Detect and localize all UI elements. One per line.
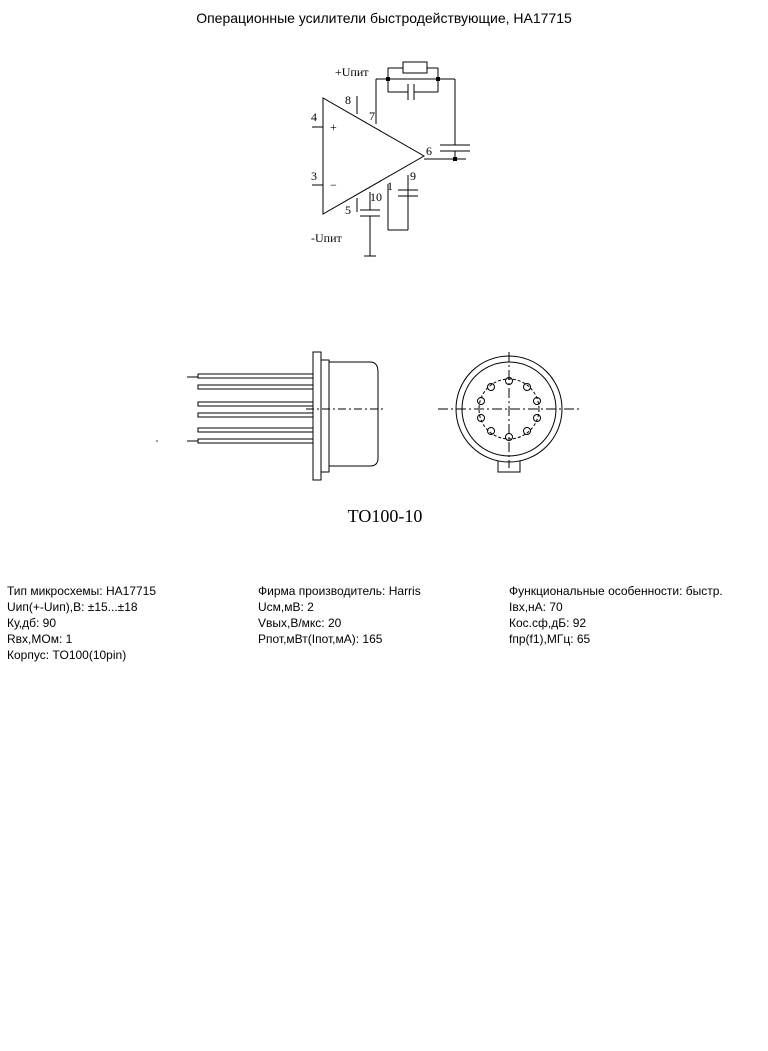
page-title: Операционные усилители быстродействующие, HA17715 [196,10,572,26]
spec-power: Pпот,мВт(Iпот,мА): 165 [258,632,383,646]
spec-supply: Uип(+-Uип),В: ±15...±18 [7,600,138,614]
spec-cmrr: Кос.сф,дБ: 92 [509,616,587,630]
package-flange [313,352,321,480]
pin-8-label: 8 [345,93,351,107]
specs-column-2 [258,583,421,647]
pin-9-label: 9 [410,169,416,183]
pin-5-label: 5 [345,203,351,217]
spec-manufacturer: Фирма производитель: Harris [258,584,421,598]
pin-6-label: 6 [426,144,432,158]
package-can [329,362,378,466]
specs-column-1 [7,583,156,663]
pin-7-label: 7 [369,109,375,123]
package-leads [198,374,313,443]
spec-package: Корпус: TO100(10pin) [7,648,127,662]
supply-neg-label: -Uпит [311,231,342,245]
spec-bandwidth: fпр(f1),МГц: 65 [509,632,591,646]
schematic-junctions [386,77,457,161]
package-label: TO100-10 [347,506,423,526]
spec-slew: Vвых,В/мкс: 20 [258,616,342,630]
spec-rin: Rвх,МОм: 1 [7,632,73,646]
specs-column-3 [509,583,723,647]
supply-pos-label: +Uпит [335,65,369,79]
plus-sign: + [330,120,337,134]
package-side-view [187,352,385,480]
spec-offset: Uсм,мВ: 2 [258,600,314,614]
pin-4-label: 4 [311,110,317,124]
pin-1-label: 1 [387,179,393,193]
pin-10-label: 10 [370,190,382,204]
opamp-schematic [312,62,470,256]
pin-3-label: 3 [311,169,317,183]
spec-type: Тип микросхемы: HA17715 [7,584,157,598]
spec-gain: Ку,дб: 90 [7,616,57,630]
spec-ibias: Iвх,нА: 70 [509,600,563,614]
minus-sign: − [330,178,337,192]
spec-features: Функциональные особенности: быстр. [509,584,723,598]
package-bottom-view [438,352,580,472]
